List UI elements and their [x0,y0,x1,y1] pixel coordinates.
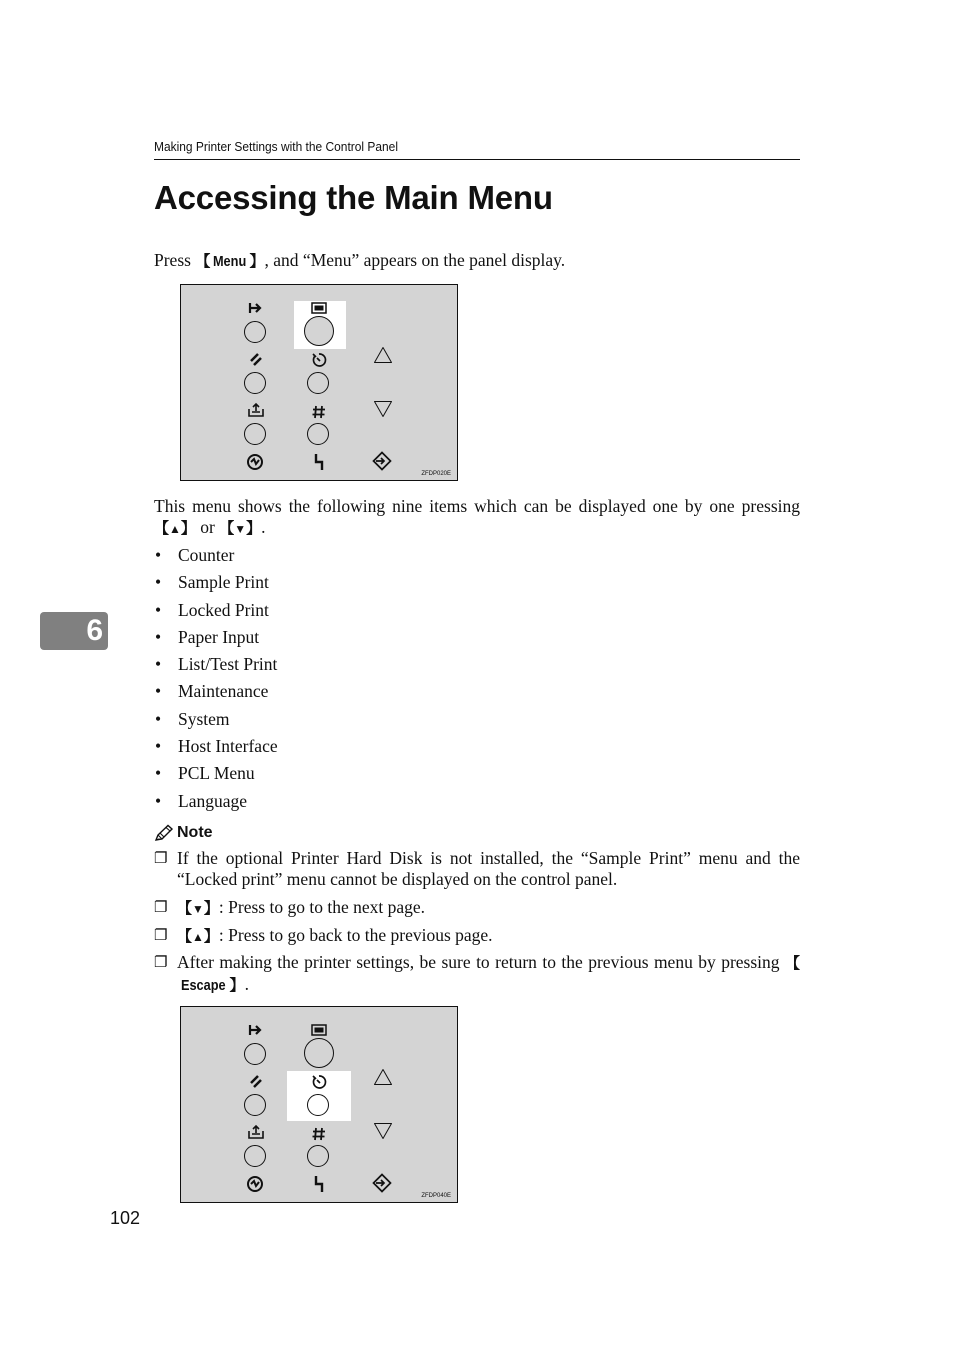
menu-items-list [154,544,278,817]
down-key: 【▼】 [219,519,262,537]
figure-code: ZFDP040E [421,1193,451,1199]
list-item: • System [155,708,230,729]
note-item: ❐ After making the printer settings, be sure to return to the previous menu by pressing 【Escape 】. [154,952,800,994]
data-in-icon [372,451,392,471]
form-feed-button[interactable] [244,372,266,394]
checkbox-icon: ❐ [154,849,168,867]
note-item: ❐ 【▲】: Press to go back to the previous page. [154,925,493,945]
power-icon [246,1175,264,1193]
enter-hash-icon [311,404,327,420]
pencil-note-icon [154,824,174,842]
job-reset-button[interactable] [244,1145,266,1167]
power-icon [246,453,264,471]
online-icon [248,301,264,315]
list-item: • Counter [155,545,235,565]
escape-button[interactable] [307,1094,329,1116]
menu-button[interactable] [304,316,334,346]
intro-text-after: , and “Menu” appears on the panel display. [264,250,566,270]
list-item: • Locked Print [155,599,269,620]
form-feed-icon [248,1075,264,1089]
enter-button[interactable] [307,423,329,445]
up-arrow-icon[interactable] [373,1068,393,1086]
energy-saver-icon [313,1175,325,1193]
menu-icon [311,1024,327,1036]
job-reset-button[interactable] [244,423,266,445]
escape-icon [311,352,327,368]
job-reset-icon [247,1125,265,1140]
down-key: 【▼】 [177,899,219,917]
job-reset-icon [247,403,265,418]
form-feed-button[interactable] [244,1094,266,1116]
list-item: • List/Test Print [155,654,278,675]
control-panel-illustration-menu [180,284,458,481]
list-item: • PCL Menu [155,763,255,784]
menu-intro-paragraph: This menu shows the following nine items which can be displayed one by one pressing 【▲】 or 【▼】. [154,496,800,537]
up-arrow-icon[interactable] [373,346,393,364]
online-button[interactable] [244,1043,266,1065]
list-item: • Language [155,790,247,811]
intro-paragraph [154,250,565,272]
checkbox-icon: ❐ [154,953,168,971]
data-in-icon [372,1173,392,1193]
energy-saver-icon [313,453,325,471]
online-button[interactable] [244,321,266,343]
list-item: • Sample Print [155,572,269,593]
list-item: • Paper Input [155,626,260,647]
list-item: • Host Interface [155,736,278,757]
escape-key: 【Escape 】 [180,954,800,994]
intro-text-before: Press [154,250,196,270]
list-item: • Maintenance [155,681,269,702]
up-key: 【▲】 [154,519,196,537]
escape-icon [311,1074,327,1090]
form-feed-icon [248,353,264,367]
note-heading: Note [154,824,213,842]
menu-icon [311,302,327,314]
online-icon [248,1023,264,1037]
header-rule [154,159,800,160]
page-number: 102 [110,1208,141,1228]
menu-key: 【 Menu 】 [195,252,265,270]
menu-button[interactable] [304,1038,334,1068]
control-panel-illustration-escape [180,1006,458,1203]
figure-code: ZFDP020E [421,471,451,477]
page-title: Accessing the Main Menu [154,179,553,216]
note-item: ❐ If the optional Printer Hard Disk is not installed, the “Sample Print” menu and the “Locked print” menu cannot be displayed on the control panel. [154,848,800,889]
down-arrow-icon[interactable] [373,1122,393,1140]
enter-button[interactable] [307,1145,329,1167]
escape-button[interactable] [307,372,329,394]
checkbox-icon: ❐ [154,898,168,916]
enter-hash-icon [311,1126,327,1142]
checkbox-icon: ❐ [154,926,168,944]
note-item: ❐ 【▼】: Press to go to the next page. [154,897,425,917]
down-arrow-icon[interactable] [373,400,393,418]
up-key: 【▲】 [177,927,219,945]
running-header: Making Printer Settings with the Control Panel [154,139,398,154]
chapter-tab: 6 [40,612,108,650]
